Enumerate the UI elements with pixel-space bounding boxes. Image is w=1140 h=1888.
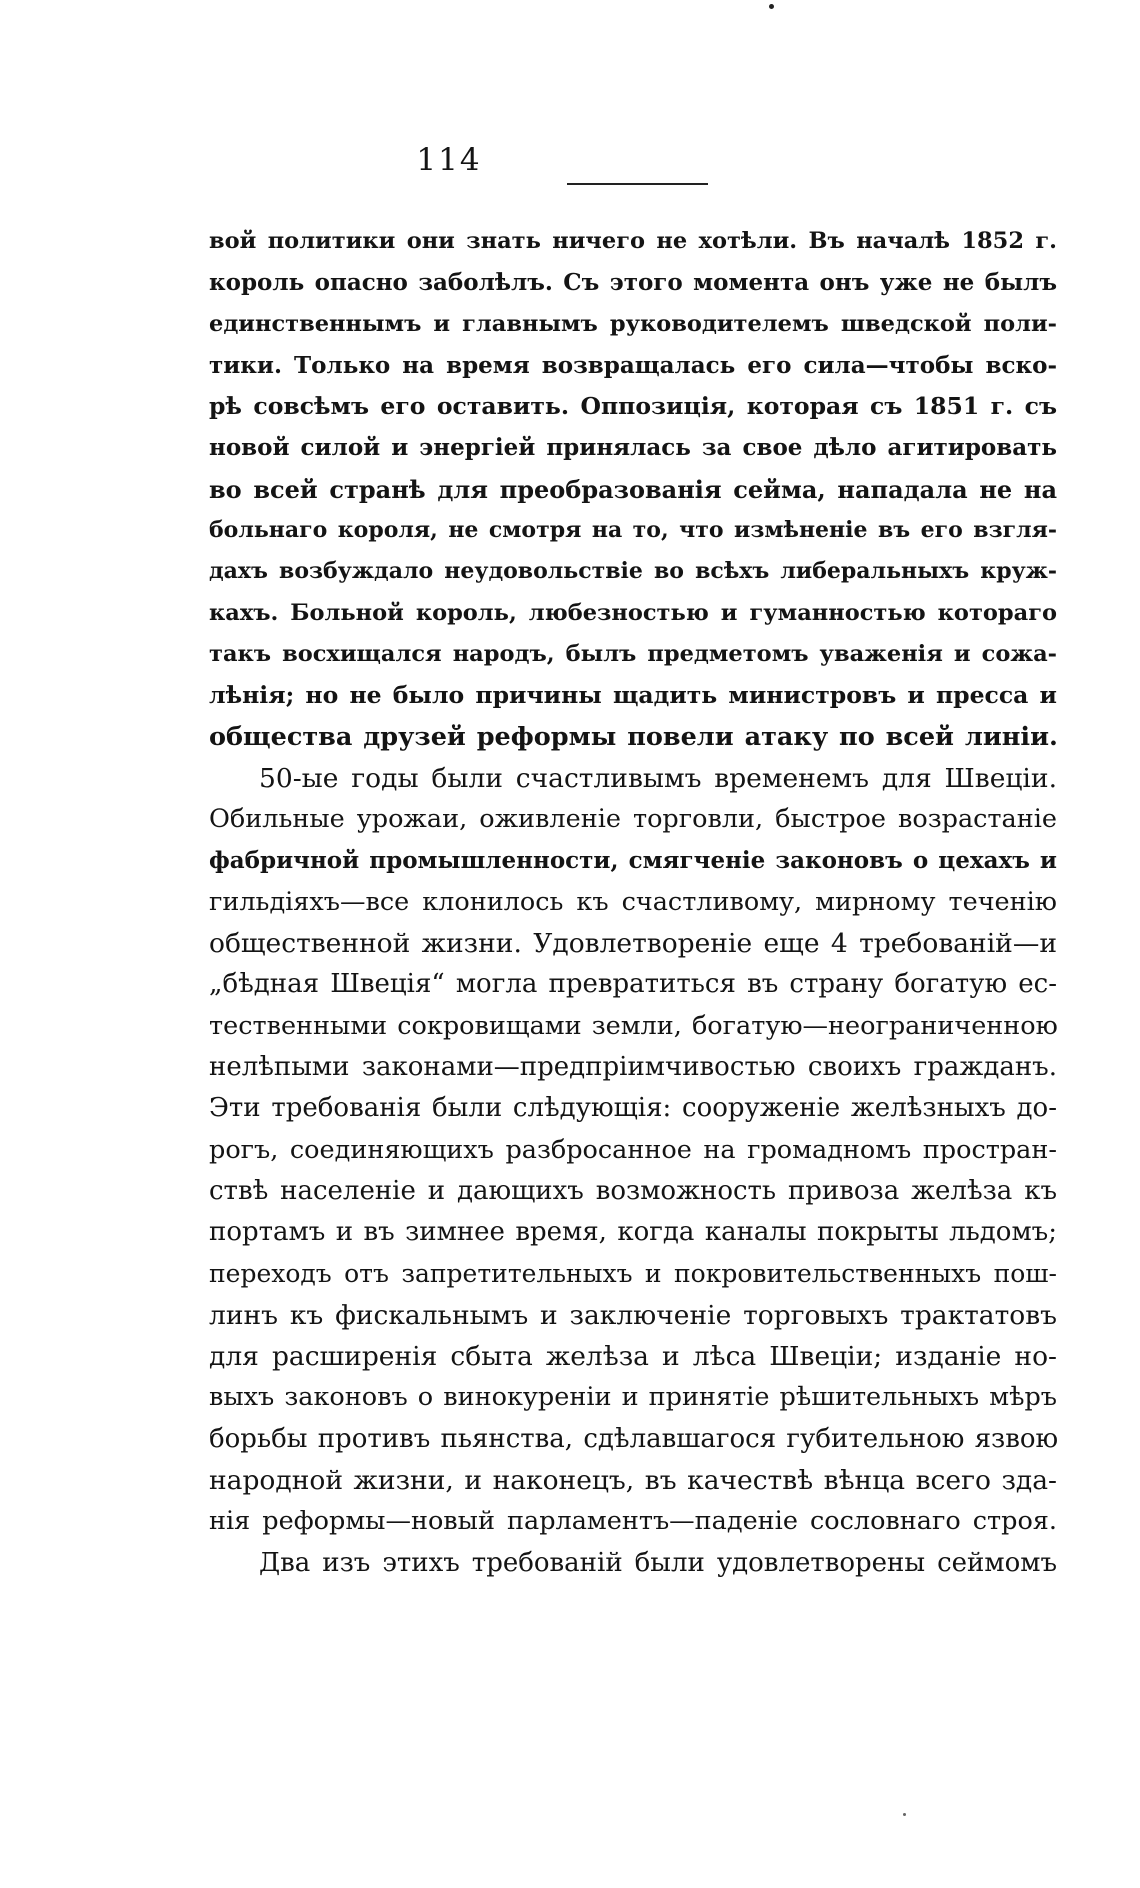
text-line: ствѣ населеніе и дающихъ возможность привоза желѣза къ	[209, 1175, 1057, 1206]
text-line: для расширенія сбыта желѣза и лѣса Швеціи; изданіе но-	[209, 1341, 1057, 1373]
text-line: портамъ и въ зимнее время, когда каналы покрыты льдомъ;	[209, 1217, 1057, 1248]
text-line: Обильные урожаи, оживленіе торговли, быстрое возрастаніе	[209, 804, 1057, 835]
text-line: кахъ. Больной король, любезностью и гуманностью котораго	[209, 599, 1057, 626]
page-number-rule	[567, 183, 708, 185]
text-line: рогъ, соединяющихъ разбросанное на громадномъ простран-	[209, 1134, 1057, 1165]
page-number: 114	[416, 142, 482, 178]
text-line: такъ восхищался народъ, былъ предметомъ уваженія и сожа-	[209, 640, 1057, 667]
text-line: линъ къ фискальнымъ и заключеніе торговыхъ трактатовъ	[209, 1299, 1057, 1331]
text-line: 50-ые годы были счастливымъ временемъ для Швеціи.	[259, 762, 1057, 794]
text-line: гильдіяхъ—все клонилось къ счастливому, мирному теченію	[209, 886, 1057, 917]
text-line: вой политики они знать ничего не хотѣли. Въ началѣ 1852 г.	[209, 228, 1057, 254]
text-line: народной жизни, и наконецъ, въ качествѣ вѣнца всего зда-	[209, 1464, 1057, 1496]
body-text	[209, 221, 1057, 1584]
text-line: Два изъ этихъ требованій были удовлетворены сеймомъ	[259, 1547, 1057, 1578]
text-line: фабричной промышленности, смягченіе законовъ о цехахъ и	[209, 847, 1057, 875]
text-line: общества друзей реформы повели атаку по всей линіи.	[209, 721, 1058, 752]
text-line: Эти требованія были слѣдующія: сооруженіе желѣзныхъ до-	[209, 1093, 1057, 1124]
text-line: выхъ законовъ о винокуреніи и принятіе рѣшительныхъ мѣръ	[209, 1382, 1057, 1413]
text-line: король опасно заболѣлъ. Съ этого момента онъ уже не былъ	[209, 269, 1057, 297]
text-line: общественной жизни. Удовлетвореніе еще 4 требованій—и	[209, 928, 1057, 960]
text-line: во всей странѣ для преобразованія сейма, нападала не на	[209, 474, 1057, 504]
text-line: тики. Только на время возвращалась его сила—чтобы вско-	[209, 351, 1057, 379]
text-line: переходъ отъ запретительныхъ и покровительственныхъ пош-	[209, 1259, 1057, 1289]
text-line: тественными сокровищами земли, богатую—неограниченною	[209, 1010, 1058, 1041]
scan-speck	[769, 4, 774, 9]
text-line: новой силой и энергіей принялась за свое дѣло агитировать	[209, 434, 1057, 462]
text-line: единственнымъ и главнымъ руководителемъ шведской поли-	[209, 310, 1057, 337]
scan-speck	[903, 1813, 906, 1816]
text-line: рѣ совсѣмъ его оставить. Оппозиція, которая съ 1851 г. съ	[209, 392, 1057, 421]
text-line: борьбы противъ пьянства, сдѣлавшагося губительною язвою	[209, 1423, 1059, 1454]
text-line: лѣнія; но не было причины щадить министровъ и пресса и	[209, 681, 1057, 710]
text-line: нелѣпыми законами—предпріимчивостью своихъ гражданъ.	[209, 1051, 1057, 1082]
text-line: нія реформы—новый парламентъ—паденіе сословнаго строя.	[209, 1506, 1057, 1537]
text-line: больнаго короля, не смотря на то, что измѣненіе въ его взгля-	[209, 517, 1057, 544]
text-line: „бѣдная Швеція“ могла превратиться въ страну богатую ес-	[209, 969, 1057, 1000]
text-line: дахъ возбуждало неудовольствіе во всѣхъ либеральныхъ круж-	[209, 558, 1057, 585]
